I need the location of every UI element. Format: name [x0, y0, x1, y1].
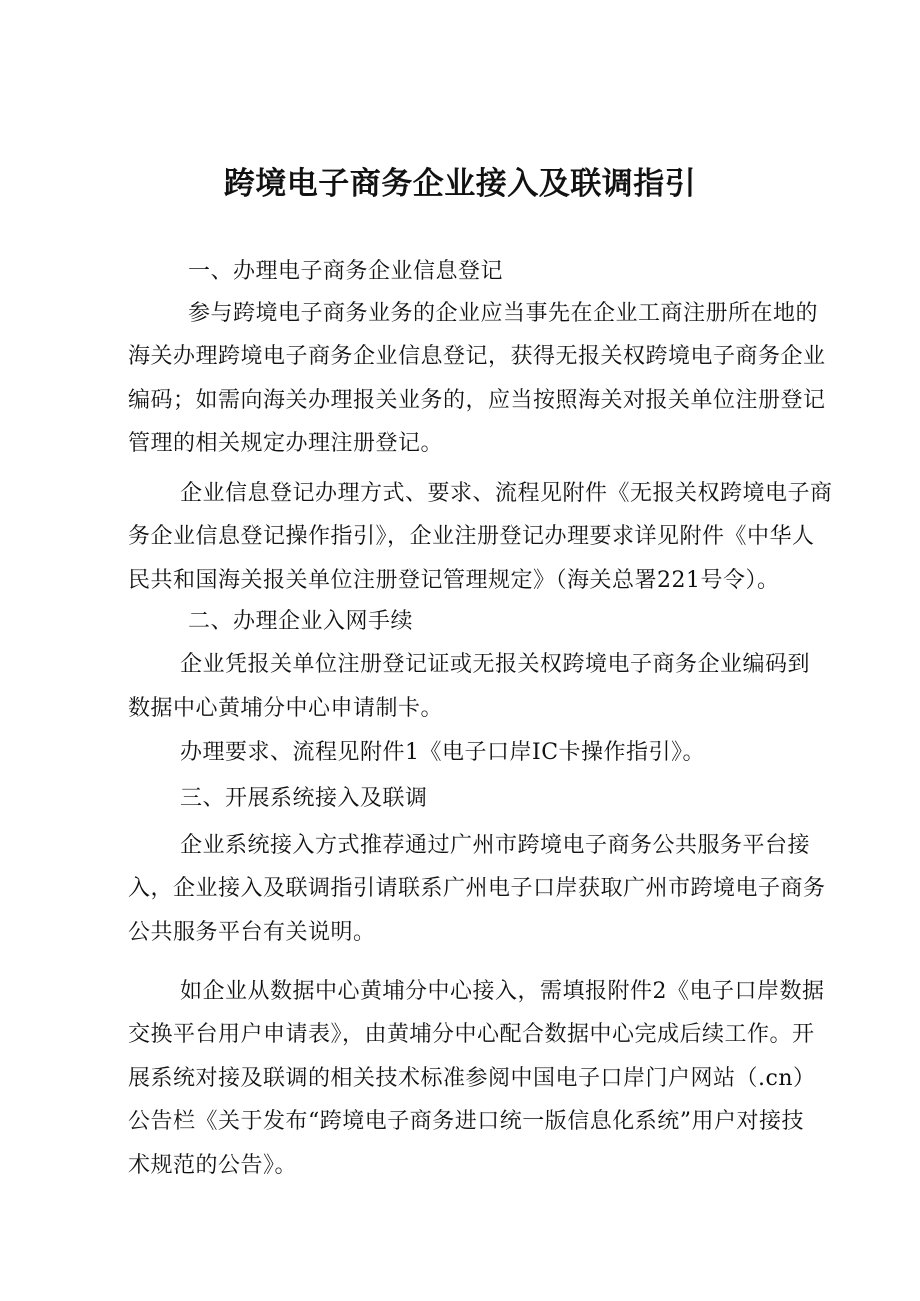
section-3-paragraph-1-line: 入，企业接入及联调指引请联系广州电子口岸获取广州市跨境电子商务	[128, 876, 826, 901]
section-1-paragraph-2-line: 企业信息登记办理方式、要求、流程见附件《无报关权跨境电子商	[180, 481, 833, 506]
section-2-paragraph-2-line: 办理要求、流程见附件1《电子口岸IC卡操作指引》。	[180, 740, 706, 765]
section-3-paragraph-2-line: 公告栏《关于发布“跨境电子商务进口统一版信息化系统”用户对接技	[128, 1109, 804, 1134]
section-3-paragraph-1-line: 公共服务平台有关说明。	[128, 920, 376, 945]
section-2-paragraph-1-line: 数据中心黄埔分中心申请制卡。	[128, 696, 444, 721]
section-3-paragraph-1-line: 企业系统接入方式推荐通过广州市跨境电子商务公共服务平台接	[180, 833, 811, 858]
section-1-paragraph-1-line: 海关办理跨境电子商务企业信息登记，获得无报关权跨境电子商务企业	[128, 344, 826, 369]
section-2-heading: 二、办理企业入网手续	[188, 609, 414, 634]
section-3-paragraph-2-line: 交换平台用户申请表》，由黄埔分中心配合数据中心完成后续工作。开	[128, 1022, 815, 1047]
section-2-paragraph-1-line: 企业凭报关单位注册登记证或无报关权跨境电子商务企业编码到	[180, 652, 811, 677]
section-3-paragraph-2-line: 如企业从数据中心黄埔分中心接入，需填报附件2《电子口岸数据	[180, 979, 825, 1004]
section-3-paragraph-2-line: 术规范的公告》。	[128, 1153, 298, 1178]
section-1-heading: 一、办理电子商务企业信息登记	[188, 259, 504, 284]
section-1-paragraph-1-line: 编码；如需向海关办理报关业务的，应当按照海关对报关单位注册登记	[128, 388, 826, 413]
section-1-paragraph-1-line: 管理的相关规定办理注册登记。	[128, 431, 444, 456]
section-1-paragraph-2-line: 民共和国海关报关单位注册登记管理规定》（海关总署221号令）。	[128, 568, 780, 593]
section-1-paragraph-2-line: 务企业信息登记操作指引》，企业注册登记办理要求详见附件《中华人	[128, 524, 815, 549]
section-3-heading: 三、开展系统接入及联调	[180, 786, 428, 811]
document-title: 跨境电子商务企业接入及联调指引	[223, 166, 697, 202]
section-3-paragraph-2-line: 展系统对接及联调的相关技术标准参阅中国电子口岸门户网站（.cn）	[128, 1066, 816, 1091]
section-1-paragraph-1-line: 参与跨境电子商务业务的企业应当事先在企业工商注册所在地的	[188, 301, 819, 326]
